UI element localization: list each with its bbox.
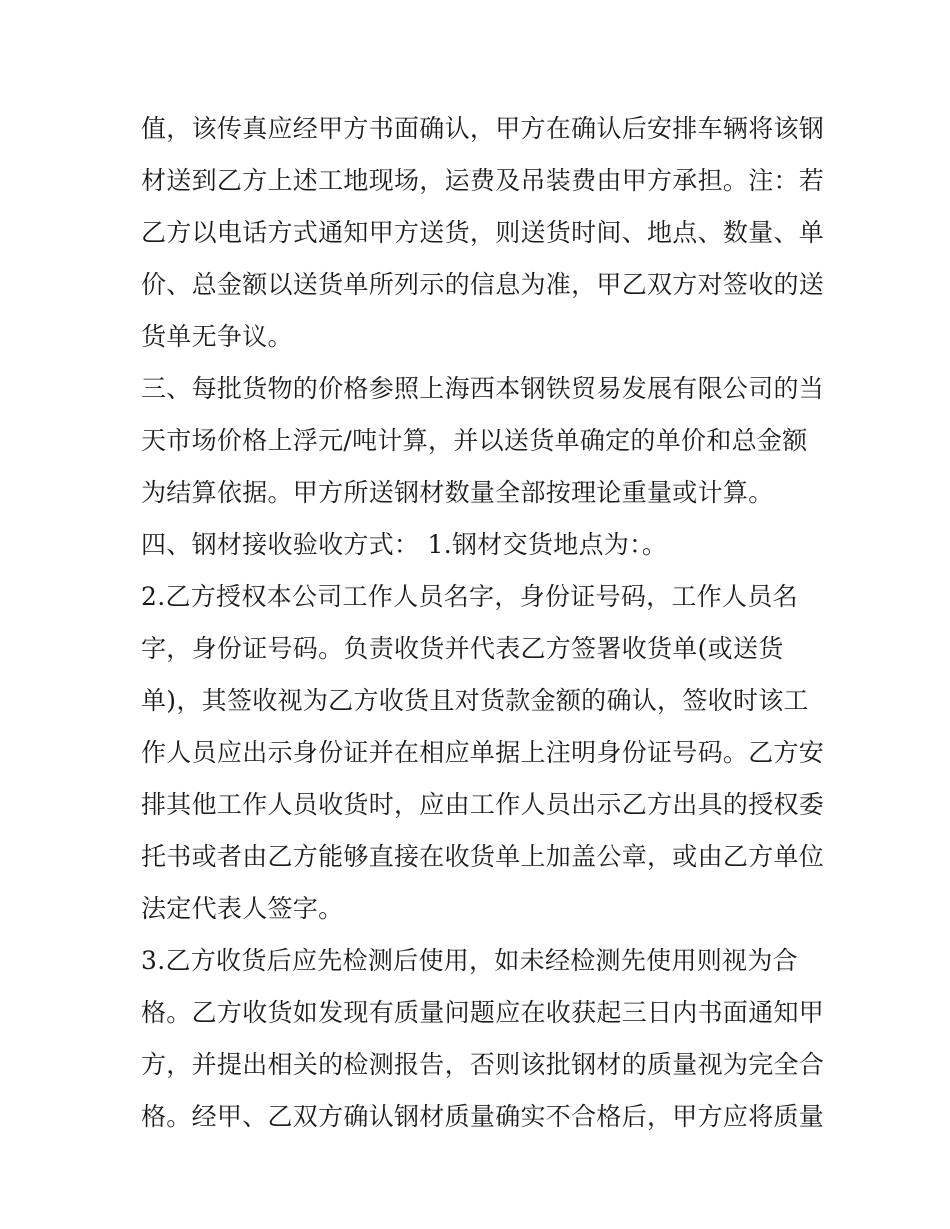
- text-line: 作人员应出示身份证并在相应单据上注明身份证号码。乙方安: [141, 738, 825, 767]
- text-line: 3.乙方收货后应先检测后使用，如未经检测先使用则视为合: [141, 946, 798, 975]
- text-line: 材送到乙方上述工地现场，运费及吊装费由甲方承担。注：若: [141, 166, 825, 195]
- text-line: 价、总金额以送货单所列示的信息为准，甲乙双方对签收的送: [141, 270, 825, 299]
- text-line: 单)，其签收视为乙方收货且对货款金额的确认，签收时该工: [141, 686, 809, 715]
- text-line: 法定代表人签字。: [141, 894, 344, 923]
- text-line: 字，身份证号码。负责收货并代表乙方签署收货单(或送货: [141, 634, 784, 663]
- text-line: 格。经甲、乙双方确认钢材质量确实不合格后，甲方应将质量: [141, 1102, 825, 1131]
- text-line: 天市场价格上浮元/吨计算，并以送货单确定的单价和总金额: [141, 426, 808, 455]
- text-line: 2.乙方授权本公司工作人员名字，身份证号码，工作人员名: [141, 582, 798, 611]
- text-line: 排其他工作人员收货时，应由工作人员出示乙方出具的授权委: [141, 790, 825, 819]
- text-line: 三、每批货物的价格参照上海西本钢铁贸易发展有限公司的当: [141, 374, 825, 403]
- text-line: 乙方以电话方式通知甲方送货，则送货时间、地点、数量、单: [141, 218, 825, 247]
- text-line: 格。乙方收货如发现有质量问题应在收获起三日内书面通知甲: [141, 998, 825, 1027]
- text-line: 货单无争议。: [141, 322, 293, 351]
- text-line: 方，并提出相关的检测报告，否则该批钢材的质量视为完全合: [141, 1050, 825, 1079]
- document-body: [141, 103, 825, 1143]
- text-line: 托书或者由乙方能够直接在收货单上加盖公章，或由乙方单位: [141, 842, 825, 871]
- text-line: 为结算依据。甲方所送钢材数量全部按理论重量或计算。: [141, 478, 774, 507]
- text-line: 四、钢材接收验收方式： 1.钢材交货地点为：。: [141, 530, 668, 559]
- text-line: 值，该传真应经甲方书面确认，甲方在确认后安排车辆将该钢: [141, 114, 825, 143]
